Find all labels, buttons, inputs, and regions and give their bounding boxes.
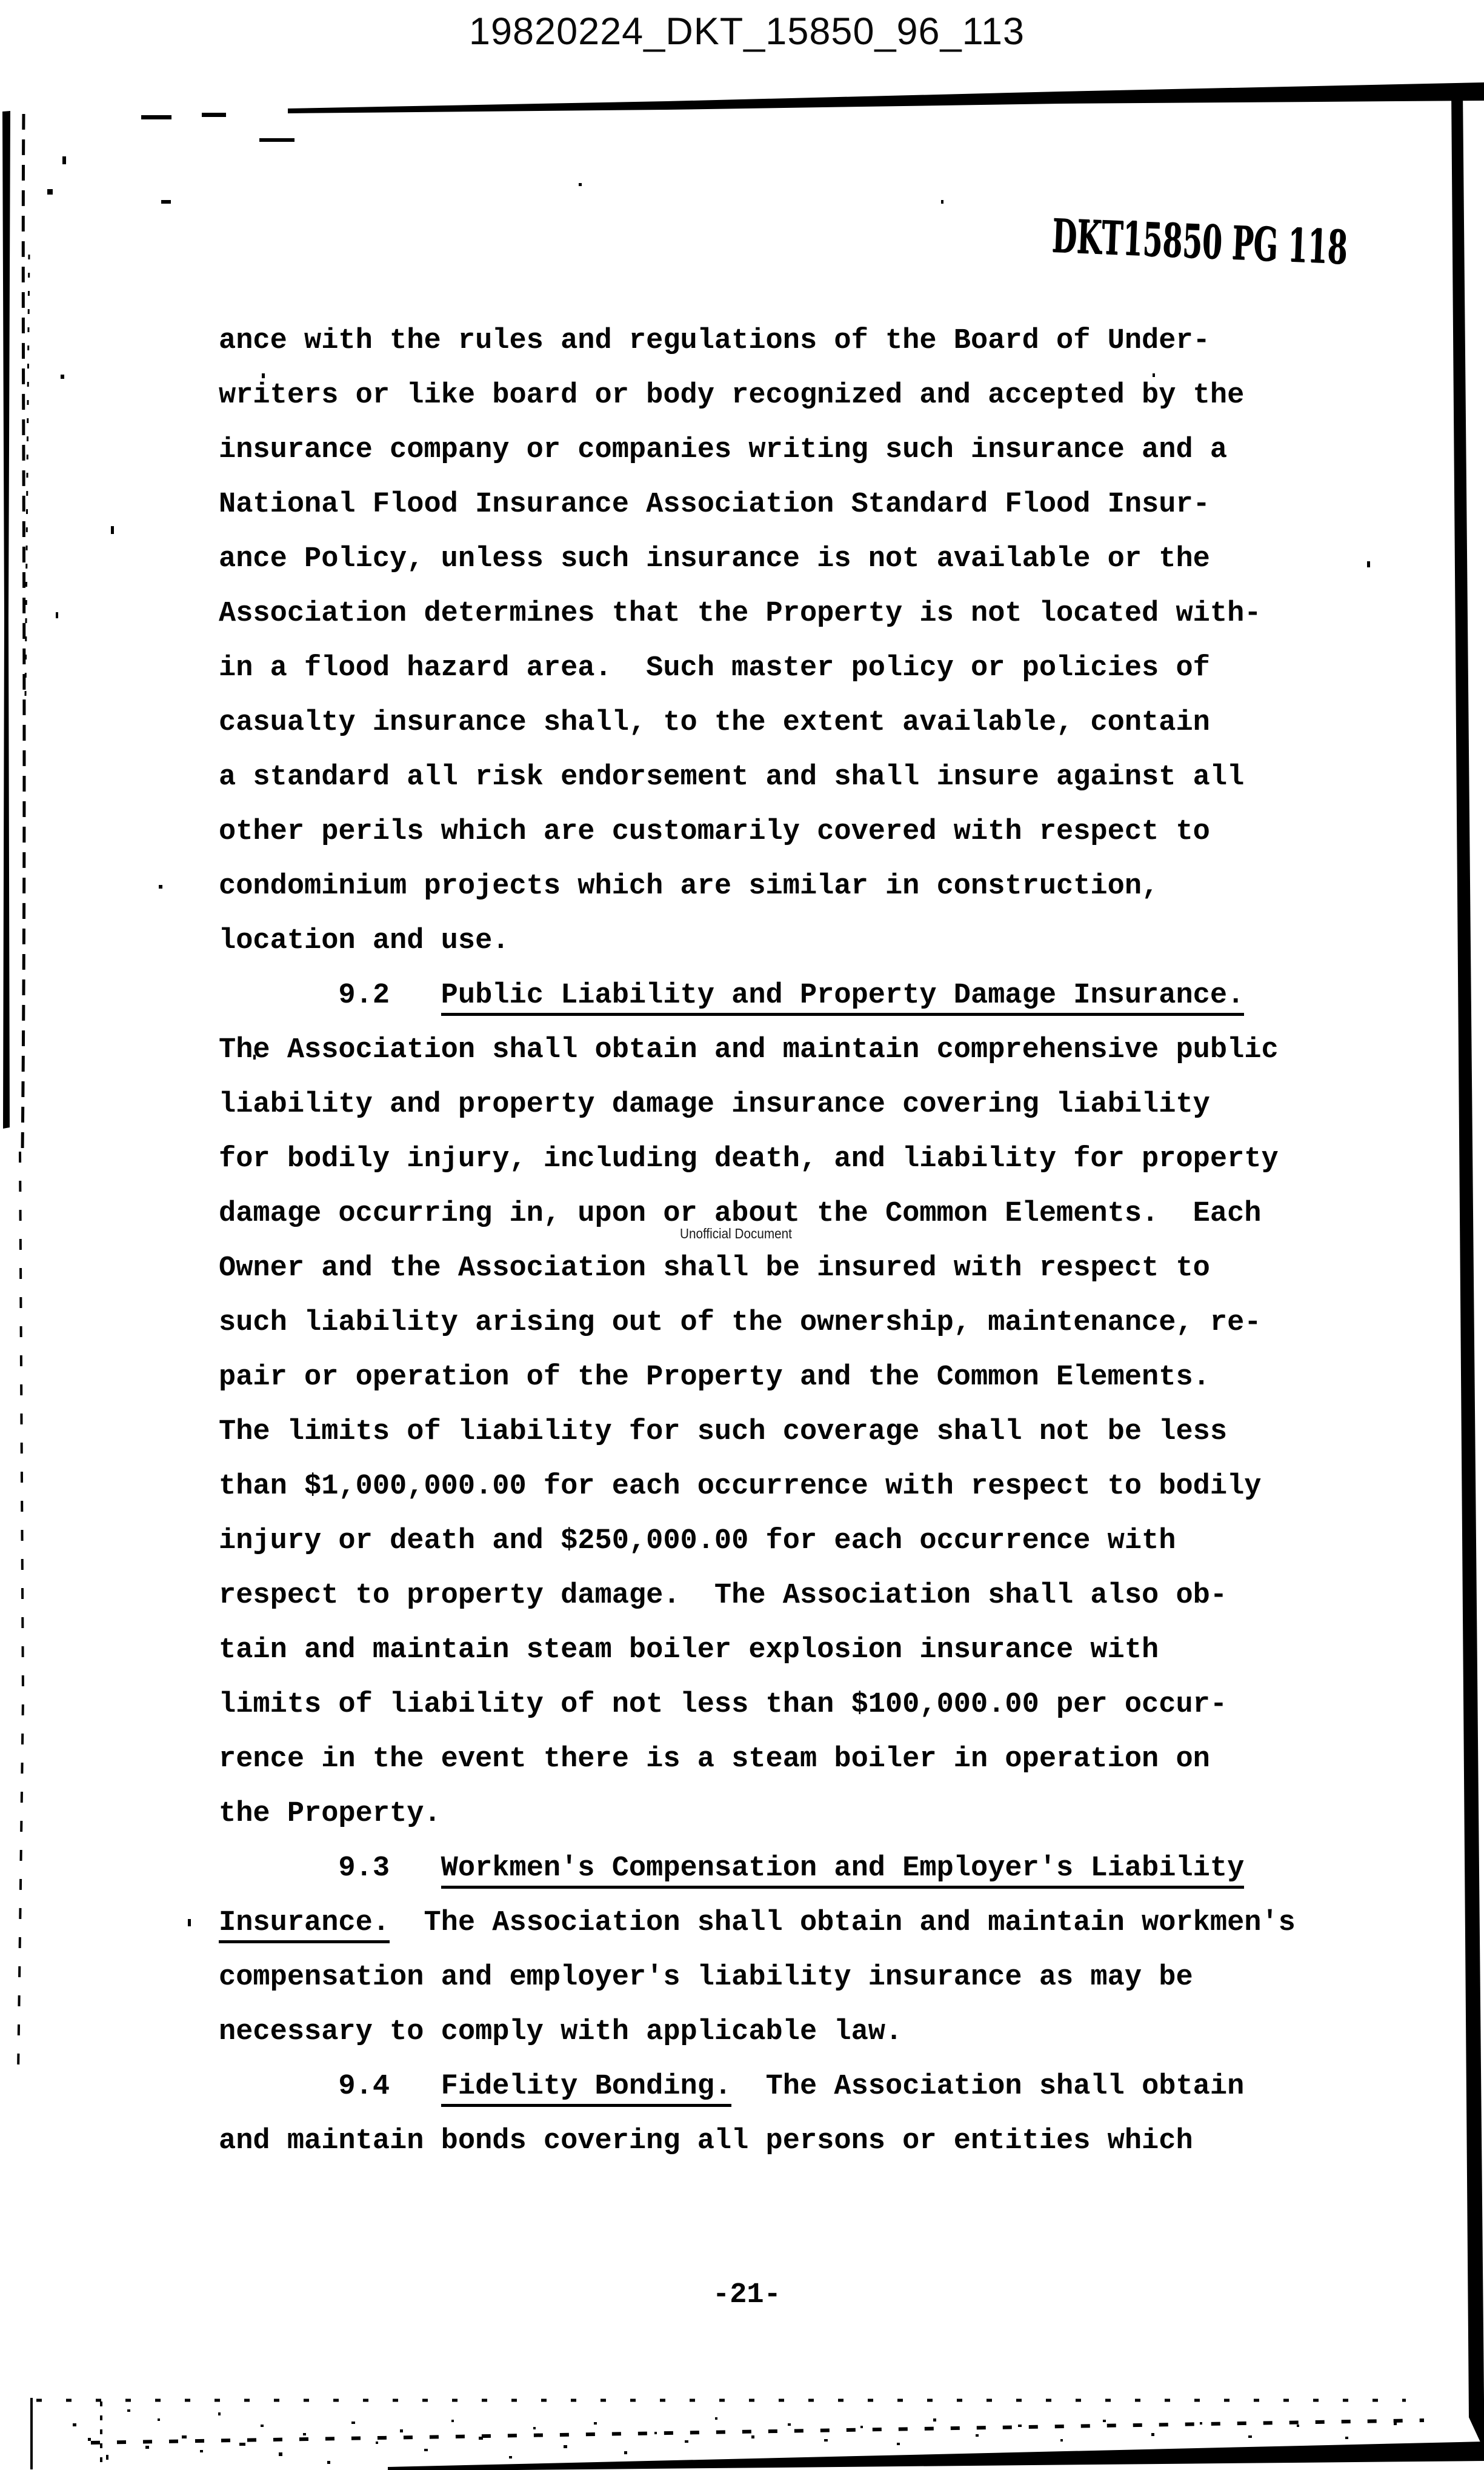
line-text: compensation and employer's liability insurance as may be [219, 1961, 1193, 1994]
document-line [219, 1787, 1296, 1841]
document-line [219, 696, 1296, 750]
line-text: in a flood hazard area. Such master policy or policies of [219, 652, 1210, 684]
document-line [219, 1023, 1296, 1078]
line-text: other perils which are customarily covered with respect to [219, 816, 1210, 848]
document-line [219, 1732, 1296, 1787]
underlined-heading-text: Public Liability and Property Damage Insurance. [441, 980, 1245, 1016]
document-line [219, 1514, 1296, 1569]
line-text: the Property. [219, 1798, 441, 1830]
line-text: 9.3 [219, 1852, 441, 1884]
line-text: The limits of liability for such coverage shall not be less [219, 1416, 1228, 1448]
line-text: than $1,000,000.00 for each occurrence with respect to bodily [219, 1470, 1262, 1503]
line-text: tain and maintain steam boiler explosion insurance with [219, 1634, 1159, 1666]
line-text: pair or operation of the Property and the Common Elements. [219, 1361, 1210, 1394]
document-line [219, 532, 1296, 587]
document-line [219, 1678, 1296, 1732]
line-text: and maintain bonds covering all persons or entities which [219, 2125, 1193, 2157]
line-text: condominium projects which are similar in construction, [219, 870, 1159, 903]
document-line [219, 1241, 1296, 1296]
line-text: The Association shall obtain and maintain comprehensive public [219, 1034, 1279, 1066]
top-edge-band [288, 82, 1484, 113]
line-text: insurance company or companies writing such insurance and a [219, 434, 1228, 466]
recorder-docket-stamp: DKT15850 PG 118 [1051, 209, 1349, 275]
document-line [219, 914, 1296, 969]
line-text: The Association shall obtain [731, 2071, 1245, 2103]
line-text: 9.2 [219, 980, 441, 1012]
line-text: Owner and the Association shall be insured with respect to [219, 1252, 1210, 1284]
document-line [219, 1078, 1296, 1132]
line-text: location and use. [219, 925, 510, 957]
document-line [219, 1460, 1296, 1514]
line-text: The Association shall obtain and maintain workmen's [390, 1907, 1296, 1939]
document-line [219, 2114, 1296, 2169]
line-text: damage occurring in, upon or about the Common Elements. Each [219, 1198, 1262, 1230]
document-line [219, 1132, 1296, 1187]
line-text: limits of liability of not less than $100,000.00 per occur- [219, 1689, 1228, 1721]
document-id-header: 19820224_DKT_15850_96_113 [468, 10, 1025, 53]
line-text: a standard all risk endorsement and shall insure against all [219, 761, 1245, 793]
document-line [219, 805, 1296, 859]
document-line [219, 969, 1296, 1023]
line-text: ance Policy, unless such insurance is not available or the [219, 543, 1210, 575]
line-text: 9.4 [219, 2071, 441, 2103]
left-edge-bar [2, 111, 10, 1129]
bottom-edge-wedge [388, 2442, 1484, 2470]
line-text: liability and property damage insurance covering liability [219, 1089, 1210, 1121]
line-text: Association determines that the Property is not located with- [219, 598, 1262, 630]
underlined-heading-text: Fidelity Bonding. [441, 2071, 731, 2107]
line-text: ance with the rules and regulations of the Board of Under- [219, 325, 1210, 357]
right-edge-bar [1451, 90, 1484, 2450]
document-line [219, 1350, 1296, 1405]
line-text: rence in the event there is a steam boiler in operation on [219, 1743, 1210, 1775]
document-line [219, 587, 1296, 641]
document-line [219, 1841, 1296, 1896]
document-line [219, 1951, 1296, 2005]
document-line [219, 1569, 1296, 1623]
line-text: for bodily injury, including death, and liability for property [219, 1143, 1279, 1175]
page-number: -21- [713, 2279, 781, 2311]
document-line [219, 1623, 1296, 1678]
line-text: such liability arising out of the ownership, maintenance, re- [219, 1307, 1262, 1339]
line-text: respect to property damage. The Association shall also ob- [219, 1580, 1228, 1612]
line-text: casualty insurance shall, to the extent available, contain [219, 707, 1210, 739]
document-line [219, 641, 1296, 696]
document-line [219, 478, 1296, 532]
document-line [219, 1896, 1296, 1951]
unofficial-document-watermark: Unofficial Document [680, 1226, 792, 1241]
line-text: writers or like board or body recognized and accepted by the [219, 379, 1245, 412]
document-line [219, 859, 1296, 914]
line-text: necessary to comply with applicable law. [219, 2016, 903, 2048]
document-line [219, 369, 1296, 423]
line-text: injury or death and $250,000.00 for each occurrence with [219, 1525, 1176, 1557]
document-line [219, 750, 1296, 805]
document-line [219, 1405, 1296, 1460]
underlined-heading-text: Workmen's Compensation and Employer's Liability [441, 1852, 1245, 1889]
line-text: National Flood Insurance Association Standard Flood Insur- [219, 489, 1210, 521]
document-line [219, 1296, 1296, 1350]
document-line [219, 2060, 1296, 2114]
document-line [219, 314, 1296, 369]
underlined-heading-text: Insurance. [219, 1907, 390, 1943]
document-line [219, 423, 1296, 478]
document-line [219, 2005, 1296, 2060]
